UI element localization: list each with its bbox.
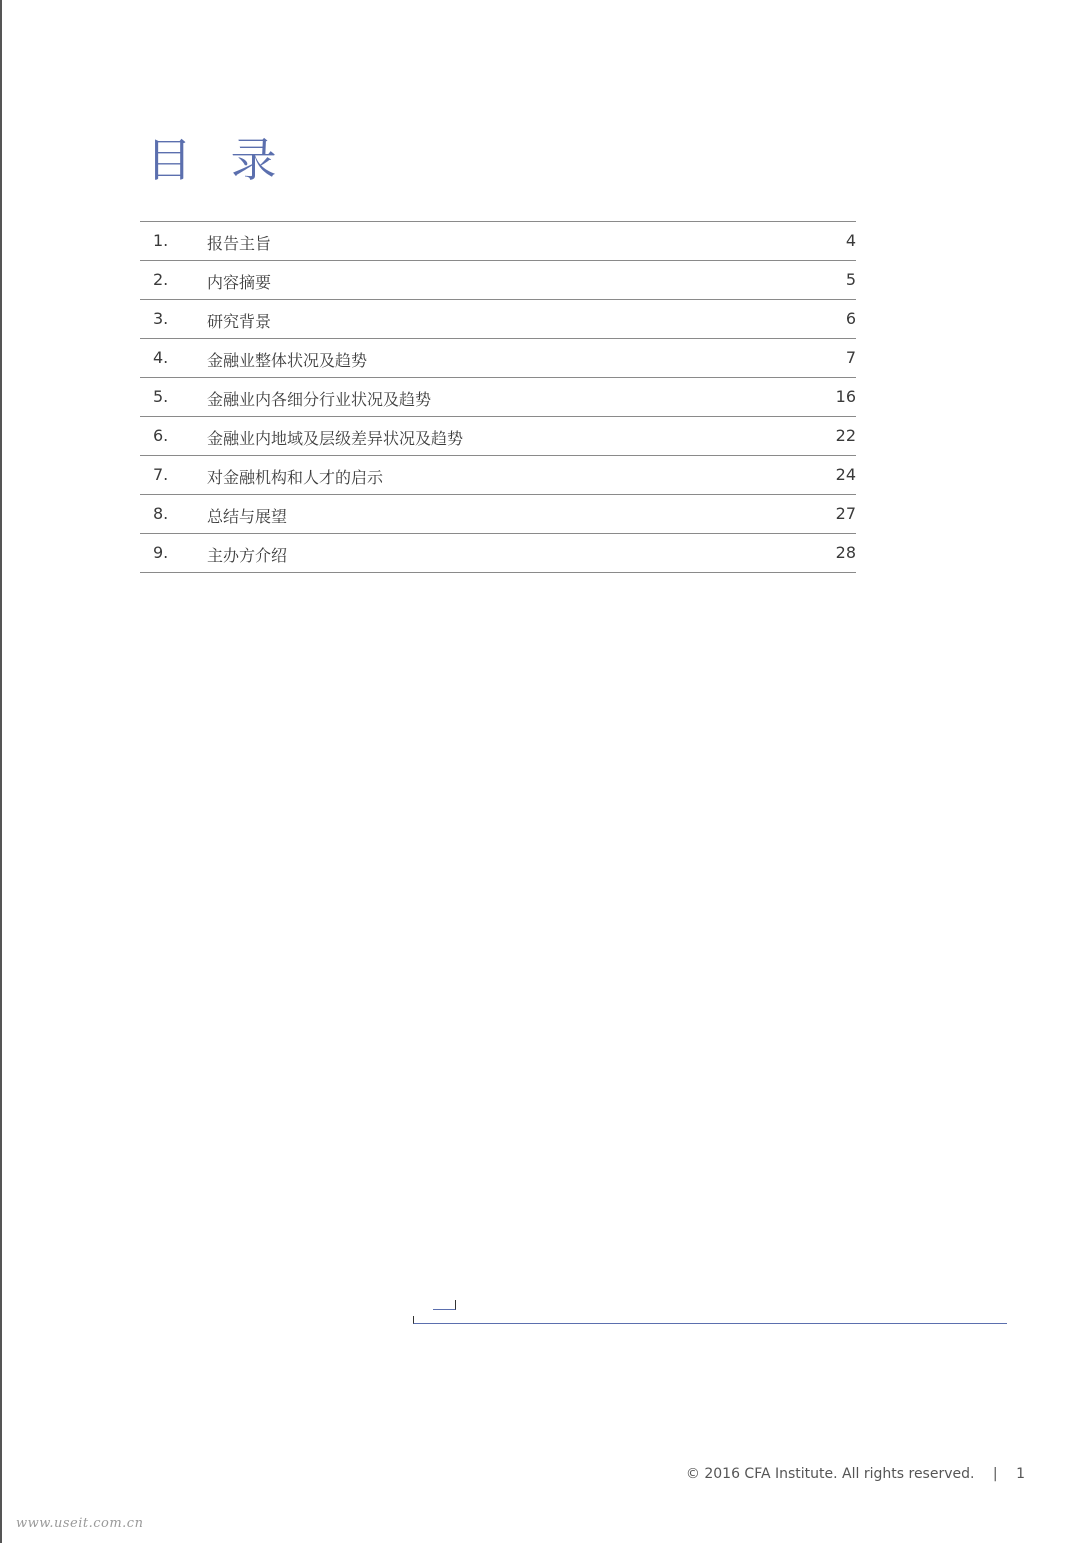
toc-entry-4[interactable] xyxy=(140,339,856,378)
toc-entry-5[interactable] xyxy=(140,378,856,417)
toc-entry-page: 4 xyxy=(845,231,856,250)
page-footer xyxy=(686,1466,1025,1482)
page-number: 1 xyxy=(1016,1466,1025,1482)
table-of-contents xyxy=(140,221,856,573)
toc-entry-label: 金融业整体状况及趋势 xyxy=(207,351,368,370)
decorative-bracket-line xyxy=(413,1316,1007,1324)
toc-entry-label: 金融业内各细分行业状况及趋势 xyxy=(207,390,432,409)
toc-entry-8[interactable] xyxy=(140,495,856,534)
toc-entry-label: 研究背景 xyxy=(207,312,272,331)
toc-entry-page: 28 xyxy=(835,543,856,562)
toc-entry-number: 8. xyxy=(153,504,169,523)
toc-entry-number: 7. xyxy=(153,465,169,484)
decorative-bracket-small xyxy=(433,1300,456,1310)
toc-entry-page: 5 xyxy=(845,270,856,289)
toc-entry-label: 总结与展望 xyxy=(207,507,288,526)
toc-entry-page: 22 xyxy=(835,426,856,445)
toc-entry-page: 6 xyxy=(845,309,856,328)
toc-entry-label: 对金融机构和人才的启示 xyxy=(207,468,384,487)
watermark: www.useit.com.cn xyxy=(16,1516,144,1531)
toc-entry-number: 1. xyxy=(153,231,169,250)
toc-entry-number: 6. xyxy=(153,426,169,445)
toc-entry-page: 24 xyxy=(835,465,856,484)
page-left-edge xyxy=(0,0,2,1543)
toc-entry-1[interactable] xyxy=(140,222,856,261)
toc-entry-label: 内容摘要 xyxy=(207,273,272,292)
toc-entry-7[interactable] xyxy=(140,456,856,495)
toc-title: 目 录 xyxy=(146,133,289,187)
toc-entry-number: 3. xyxy=(153,309,169,328)
toc-entry-label: 主办方介绍 xyxy=(207,546,288,565)
toc-entry-number: 5. xyxy=(153,387,169,406)
copyright-text: © 2016 CFA Institute. All rights reserved. xyxy=(685,1466,975,1482)
toc-entry-label: 金融业内地域及层级差异状况及趋势 xyxy=(207,429,464,448)
toc-entry-number: 4. xyxy=(153,348,169,367)
toc-entry-page: 27 xyxy=(835,504,856,523)
toc-entry-number: 9. xyxy=(153,543,169,562)
footer-separator: | xyxy=(992,1466,998,1482)
toc-entry-number: 2. xyxy=(153,270,169,289)
toc-entry-page: 7 xyxy=(845,348,856,367)
toc-entry-2[interactable] xyxy=(140,261,856,300)
toc-entry-6[interactable] xyxy=(140,417,856,456)
toc-entry-9[interactable] xyxy=(140,534,856,573)
toc-entry-label: 报告主旨 xyxy=(207,234,272,253)
toc-entry-3[interactable] xyxy=(140,300,856,339)
toc-entry-page: 16 xyxy=(835,387,856,406)
